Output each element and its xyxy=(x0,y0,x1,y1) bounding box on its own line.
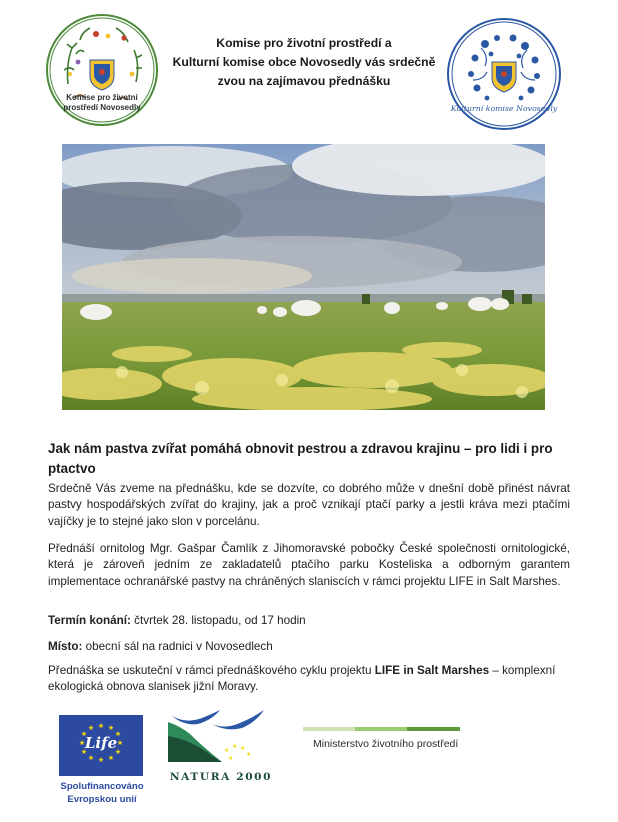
invitation-heading xyxy=(160,34,448,91)
svg-text:★: ★ xyxy=(80,730,88,738)
event-place-label: Místo: xyxy=(48,640,83,653)
svg-text:★: ★ xyxy=(80,748,88,756)
svg-text:★: ★ xyxy=(240,745,246,752)
svg-text:★: ★ xyxy=(116,739,124,747)
heading-line-3: zvou na zajímavou přednášku xyxy=(217,74,391,88)
heading-line-2: Kulturní komise obce Novosedly vás srdečně xyxy=(172,55,436,69)
environment-commission-seal xyxy=(46,14,158,126)
article-headline: Jak nám pastva zvířat pomáhá obnovit pestrou a zdravou krajinu – pro lidi i pro ptactvo xyxy=(48,441,553,476)
event-date xyxy=(48,613,570,629)
svg-text:★: ★ xyxy=(224,747,230,754)
svg-text:★: ★ xyxy=(97,722,105,730)
ministry-name: Ministerstvo životního prostředí xyxy=(313,738,459,750)
natura-2000-text: NATURA 2000 xyxy=(169,771,273,783)
event-date-value: čtvrtek 28. listopadu, od 17 hodin xyxy=(130,614,306,627)
heading-line-1: Komise pro životní prostředí a xyxy=(216,36,392,50)
right-seal-caption: Kulturní komise Novosedly xyxy=(450,104,558,113)
svg-text:★: ★ xyxy=(78,739,86,747)
left-seal-caption-line-2: prostředí Novosedly xyxy=(63,103,141,112)
svg-text:★: ★ xyxy=(114,730,122,738)
svg-text:★: ★ xyxy=(107,724,115,732)
svg-text:★: ★ xyxy=(114,748,122,756)
event-date-label: Termín konání: xyxy=(48,614,131,627)
closing-text-start: Přednáška se uskuteční v rámci přednáškového cyklu projektu xyxy=(48,664,375,677)
eu-cofinancing-caption xyxy=(48,780,156,806)
closing-text-end: – komplexní ekologická obnova slanisek jižní Moravy. xyxy=(48,664,556,694)
svg-text:★: ★ xyxy=(97,756,105,764)
eu-caption-line-2: Evropskou unií xyxy=(67,794,137,805)
eu-caption-line-1: Spolufinancováno xyxy=(60,781,144,792)
speaker-paragraph: Přednáší ornitolog Mgr. Gašpar Čamlík z Jihomoravské pobočky České společnosti ornitologické, která je zároveň jedním ze zakladatelů ptačího parku Kosteliska a odborným garantem implementace ochranářské pastvy na chráněných slaniscích v rámci projektu LIFE in Salt Marshes. xyxy=(48,542,570,588)
project-name: LIFE in Salt Marshes xyxy=(374,664,490,677)
ministry-bar-light xyxy=(303,727,355,731)
svg-text:★: ★ xyxy=(228,755,234,762)
event-place-value: obecní sál na radnici v Novosedlech xyxy=(82,640,273,653)
left-seal-caption xyxy=(48,93,156,113)
cultural-commission-seal xyxy=(447,18,561,130)
life-logo-text: Life xyxy=(84,734,118,752)
intro-paragraph: Srdečně Vás zveme na přednášku, kde se dozvíte, co dobrého může v dnešní době přinést návrat pastvy hospodářských zvířat do krajiny, jak a proč vznikají ptačí parky a jestli kráva mezi ptačími vajíčky je to stejné jako slon v porcelánu. xyxy=(48,482,570,528)
closing-paragraph xyxy=(48,663,570,696)
eu-life-logo xyxy=(59,715,143,776)
pasture-landscape-photo xyxy=(62,144,545,410)
svg-text:★: ★ xyxy=(87,724,95,732)
svg-text:★: ★ xyxy=(107,754,115,762)
event-place xyxy=(48,639,570,655)
svg-text:★: ★ xyxy=(87,754,95,762)
svg-text:★: ★ xyxy=(232,743,238,750)
ministry-bar-mid xyxy=(355,727,407,731)
ministry-bar-dark xyxy=(407,727,460,731)
left-seal-caption-line-1: Komise pro životní xyxy=(66,93,138,102)
svg-text:★: ★ xyxy=(246,751,252,758)
